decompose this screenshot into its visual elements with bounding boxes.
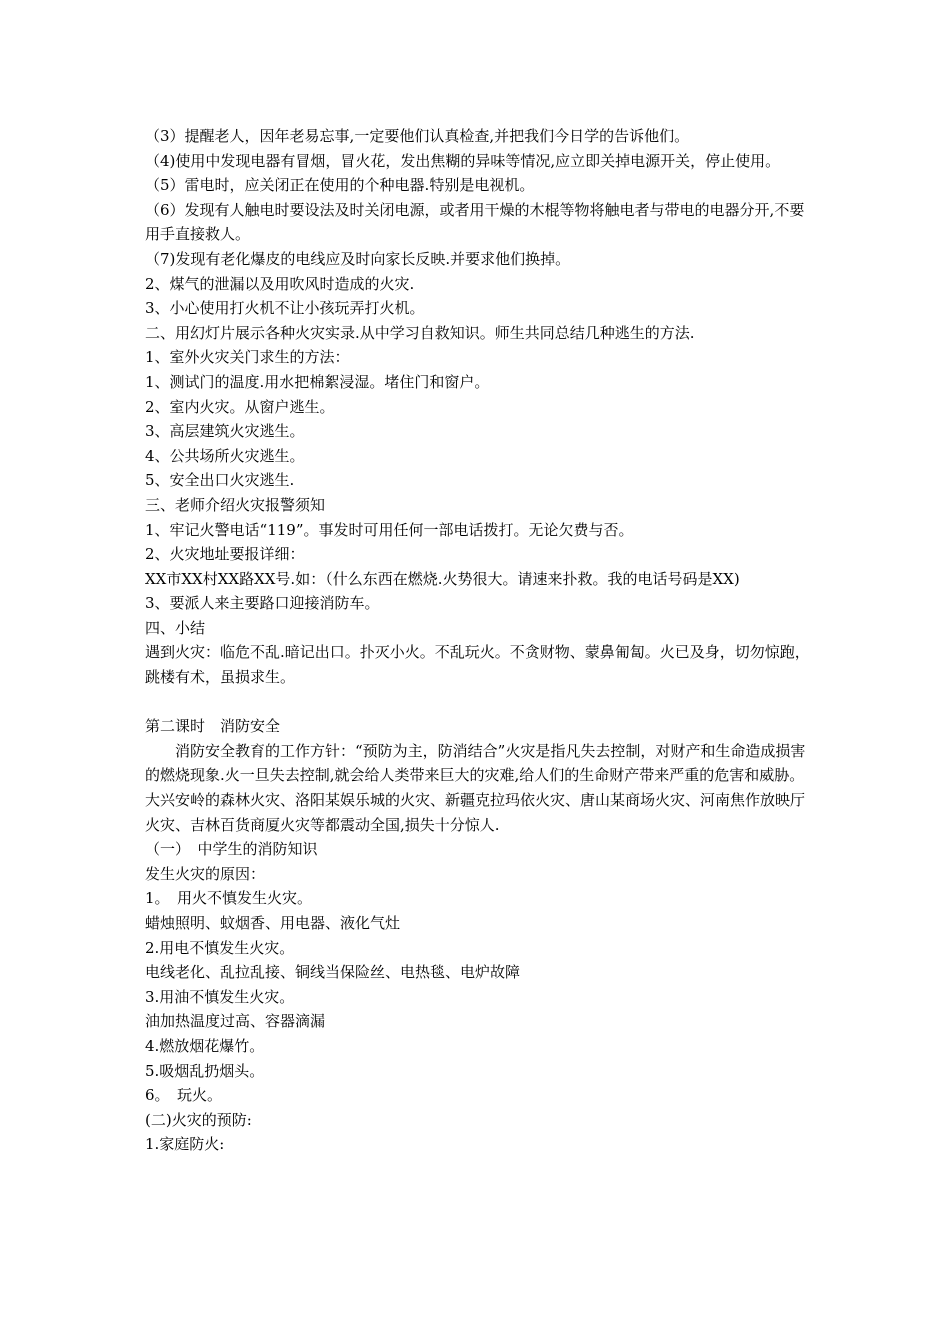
text-line: （一） 中学生的消防知识 bbox=[145, 840, 318, 859]
text-line: 2、煤气的泄漏以及用吹风时造成的火灾. bbox=[145, 274, 415, 293]
text-line: 4、公共场所火灾逃生。 bbox=[145, 446, 305, 465]
text-line: 1。 用火不慎发生火灾。 bbox=[145, 889, 313, 908]
text-line: 2、室内火灾。从窗户逃生。 bbox=[145, 397, 335, 416]
text-line: （5）雷电时，应关闭正在使用的个种电器.特别是电视机。 bbox=[145, 176, 535, 195]
text-line: 二、用幻灯片展示各种火灾实录.从中学习自救知识。师生共同总结几种逃生的方法. bbox=[145, 323, 695, 342]
text-line: 1、室外火灾关门求生的方法： bbox=[145, 348, 350, 367]
text-line: 6。 玩火。 bbox=[145, 1086, 223, 1105]
text-line: 四、小结 bbox=[145, 618, 206, 637]
blank-line bbox=[145, 690, 810, 715]
text-line: （6）发现有人触电时要设法及时关闭电源，或者用干燥的木棍等物将触电者与带电的电器分开,不要用手直接救人。 bbox=[145, 200, 805, 244]
section-2-title: 第二课时 消防安全 bbox=[145, 717, 281, 736]
text-line: 5.吸烟乱扔烟头。 bbox=[145, 1061, 265, 1080]
text-line: （3）提醒老人，因年老易忘事,一定要他们认真检查,并把我们今日学的告诉他们。 bbox=[145, 127, 690, 145]
text-line: 发生火灾的原因： bbox=[145, 864, 266, 883]
text-line: 4.燃放烟花爆竹。 bbox=[145, 1036, 265, 1055]
text-line: 2.用电不慎发生火灾。 bbox=[145, 938, 295, 957]
text-line: （7)发现有老化爆皮的电线应及时向家长反映.并要求他们换掉。 bbox=[145, 249, 571, 268]
text-line: 1.家庭防火: bbox=[145, 1135, 225, 1154]
text-line: 3.用油不慎发生火灾。 bbox=[145, 987, 295, 1006]
text-line: 3、小心使用打火机不让小孩玩弄打火机。 bbox=[145, 299, 425, 318]
text-line: 5、安全出口火灾逃生. bbox=[145, 471, 295, 490]
text-line: （4)使用中发现电器有冒烟，冒火花，发出焦糊的异味等情况,应立即关掉电源开关，停止使用。 bbox=[145, 151, 781, 170]
text-line: 三、老师介绍火灾报警须知 bbox=[145, 495, 326, 514]
text-line: 3、高层建筑火灾逃生。 bbox=[145, 422, 305, 441]
section-1 bbox=[145, 124, 810, 690]
document-page bbox=[145, 124, 810, 1157]
text-line: 1、牢记火警电话“119”。事发时可用任何一部电话拨打。无论欠费与否。 bbox=[145, 520, 634, 539]
text-line: 遇到火灾：临危不乱.暗记出口。扑灭小火。不乱玩火。不贪财物、蒙鼻匍匐。火已及身，切勿惊跑，跳楼有术，虽损求生。 bbox=[145, 643, 810, 687]
text-line: 油加热温度过高、容器滴漏 bbox=[145, 1012, 326, 1031]
section-2-intro: 消防安全教育的工作方针：“预防为主，防消结合”火灾是指凡失去控制，对财产和生命造成损害的燃烧现象.火一旦失去控制,就会给人类带来巨大的灾难,给人们的生命财产带来严重的危害和威胁。大兴安岭的森林火灾、洛阳某娱乐城的火灾、新疆克拉玛依火灾、唐山某商场火灾、河南焦作放映厅火灾、吉林百货商厦火灾等都震动全国,损失十分惊人. bbox=[145, 741, 806, 834]
section-2 bbox=[145, 837, 810, 1157]
text-line: 蜡烛照明、蚊烟香、用电器、液化气灶 bbox=[145, 914, 401, 932]
text-line: 1、测试门的温度.用水把棉絮浸湿。堵住门和窗户。 bbox=[145, 372, 490, 391]
text-line: XX市XX村XX路XX号.如：（什么东西在燃烧.火势很大。请速来扑救。我的电话号码是XX) bbox=[145, 569, 740, 588]
text-line: 3、要派人来主要路口迎接消防车。 bbox=[145, 594, 380, 613]
text-line: 电线老化、乱拉乱接、铜线当保险丝、电热毯、电炉故障 bbox=[145, 963, 521, 982]
text-line: 2、火灾地址要报详细： bbox=[145, 545, 305, 564]
text-line: (二)火灾的预防: bbox=[145, 1110, 252, 1129]
